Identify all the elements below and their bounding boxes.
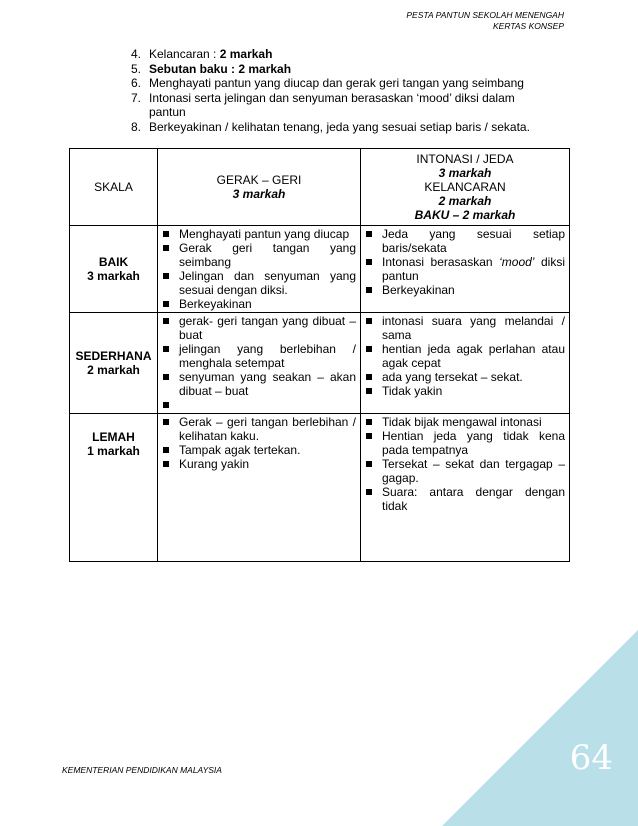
header-intonasi <box>361 149 570 226</box>
corner-decoration <box>442 630 638 826</box>
list-item: Gerak – geri tangan berlebihan / kelihatan kaku. <box>162 415 356 443</box>
list-item: Suara: antara dengar dengan tidak <box>365 485 565 513</box>
gerak-cell <box>158 313 361 414</box>
list-item: Tidak bijak mengawal intonasi <box>365 415 565 429</box>
footer-text: KEMENTERIAN PENDIDIKAN MALAYSIA <box>62 765 222 775</box>
scale-label: LEMAH <box>92 430 135 444</box>
criteria-number: 6. <box>131 76 142 90</box>
scale-cell <box>70 313 158 414</box>
scale-mark: 1 markah <box>87 444 140 458</box>
header-intonasi-title: INTONASI / JEDA <box>416 152 514 166</box>
scale-label: BAIK <box>98 255 129 269</box>
scale-cell <box>70 226 158 313</box>
criteria-label: Kelancaran : <box>149 47 220 61</box>
criteria-item <box>131 47 551 62</box>
header-line-1: PESTA PANTUN SEKOLAH MENENGAH <box>406 10 564 20</box>
header-baku: BAKU – 2 markah <box>414 208 516 222</box>
list-item: jelingan yang berlebihan / menghala setempat <box>162 342 356 370</box>
header-gerak-title: GERAK – GERI <box>216 173 302 187</box>
criteria-number: 5. <box>131 61 142 76</box>
header-intonasi-mark: 3 markah <box>438 166 492 180</box>
intonasi-cell <box>361 226 570 313</box>
list-item: Jeda yang sesuai setiap baris/sekata <box>365 227 565 255</box>
header-gerak <box>158 149 361 226</box>
intonasi-cell <box>361 313 570 414</box>
criteria-number: 4. <box>131 47 142 61</box>
header-line-2: KERTAS KONSEP <box>492 21 564 31</box>
scale-label: SEDERHANA <box>75 349 152 363</box>
list-item: Tidak yakin <box>365 384 565 398</box>
list-item: Jelingan dan senyuman yang sesuai dengan diksi. <box>162 269 356 297</box>
list-item: ada yang tersekat – sekat. <box>365 370 565 384</box>
criteria-item <box>131 120 551 135</box>
criteria-item <box>131 91 551 120</box>
table-header-row <box>70 149 570 226</box>
list-item: Tampak agak tertekan. <box>162 443 356 457</box>
list-item: intonasi suara yang melandai / sama <box>365 314 565 342</box>
mood-text: ‘mood’ <box>499 255 535 269</box>
document-header <box>406 10 564 32</box>
criteria-mark: 2 markah <box>219 47 273 61</box>
list-item: Gerak geri tangan yang seimbang <box>162 241 356 269</box>
criteria-item <box>131 76 551 91</box>
list-item <box>162 398 356 412</box>
list-item: Tersekat – sekat dan tergagap – gagap. <box>365 457 565 485</box>
criteria-label: Intonasi serta jelingan dan senyuman berasaskan ‘mood’ diksi dalam pantun <box>149 90 515 119</box>
list-item: Menghayati pantun yang diucap <box>162 227 356 241</box>
table-row <box>70 414 570 562</box>
criteria-item <box>131 62 551 77</box>
criteria-list <box>131 47 551 134</box>
header-kelancaran-title: KELANCARAN <box>424 180 506 194</box>
list-item: Berkeyakinan <box>162 297 356 311</box>
header-kelancaran-mark: 2 markah <box>438 194 492 208</box>
table-row <box>70 313 570 414</box>
list-item: Intonasi berasaskan ‘mood’ diksi pantun <box>365 255 565 283</box>
table-row <box>70 226 570 313</box>
criteria-label: Berkeyakinan / kelihatan tenang, jeda yang sesuai setiap baris / sekata. <box>149 119 530 134</box>
header-skala: SKALA <box>70 149 158 226</box>
list-item: Berkeyakinan <box>365 283 565 297</box>
list-item: gerak- geri tangan yang dibuat – buat <box>162 314 356 342</box>
rubric-table <box>69 148 570 562</box>
scale-mark: 3 markah <box>87 269 140 283</box>
intonasi-cell <box>361 414 570 562</box>
criteria-number: 8. <box>131 119 142 134</box>
scale-mark: 2 markah <box>87 363 140 377</box>
gerak-cell <box>158 226 361 313</box>
criteria-label: Menghayati pantun yang diucap dan gerak geri tangan yang seimbang <box>149 76 524 90</box>
scale-cell <box>70 414 158 562</box>
criteria-mark: Sebutan baku : 2 markah <box>149 61 292 76</box>
page-number: 64 <box>569 738 613 778</box>
list-item: Hentian jeda yang tidak kena pada tempatnya <box>365 429 565 457</box>
header-gerak-mark: 3 markah <box>232 187 286 201</box>
criteria-number: 7. <box>131 90 142 105</box>
list-item: Kurang yakin <box>162 457 356 471</box>
gerak-cell <box>158 414 361 562</box>
list-item: hentian jeda agak perlahan atau agak cepat <box>365 342 565 370</box>
list-item: senyuman yang seakan – akan dibuat – buat <box>162 370 356 398</box>
